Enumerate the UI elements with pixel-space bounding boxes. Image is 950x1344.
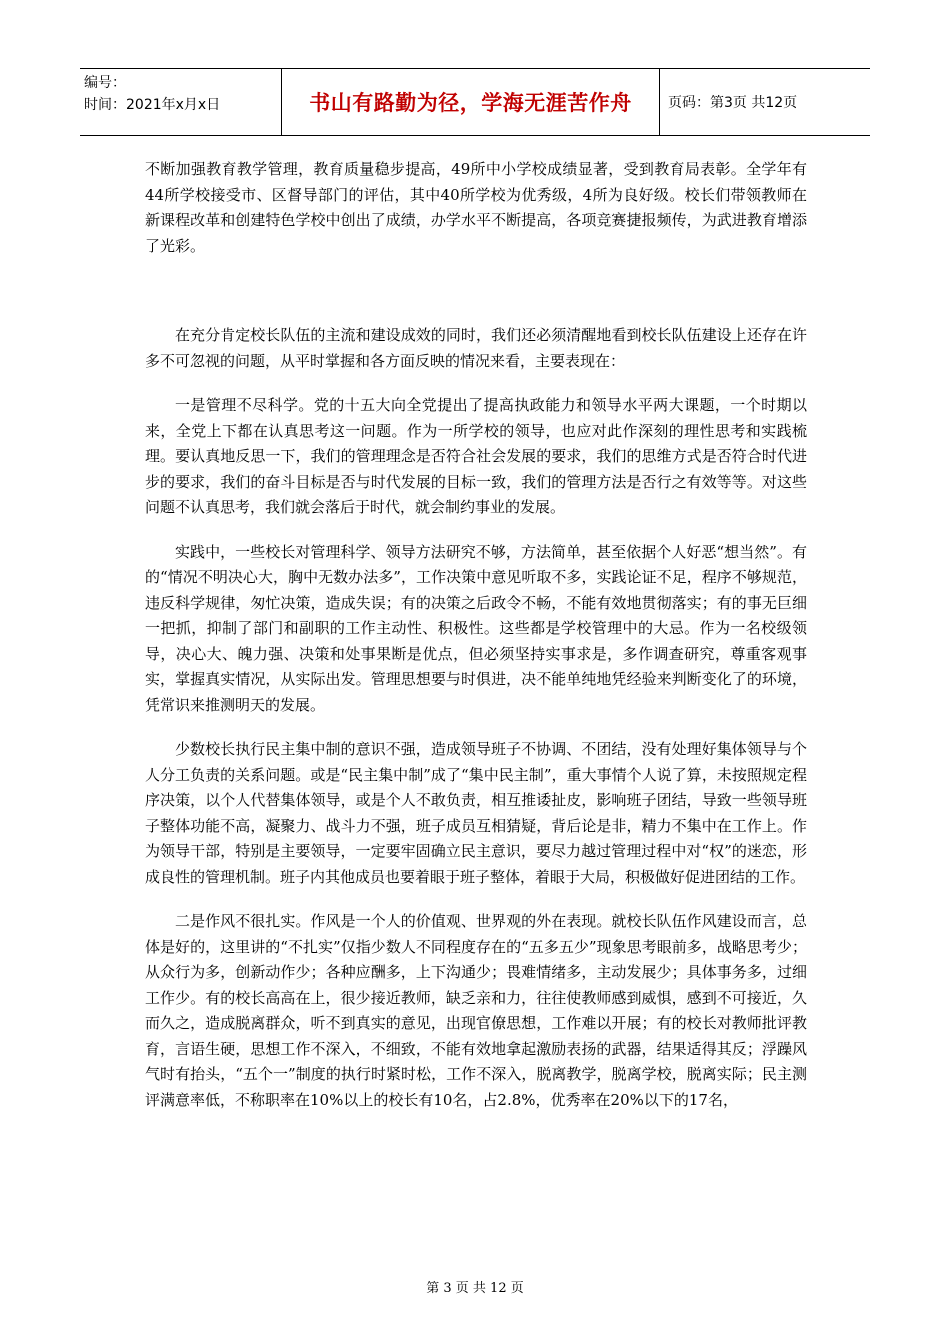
page-footer: 第 3 页 共 12 页	[426, 1281, 524, 1296]
document-number-label: 编号：	[84, 75, 126, 91]
document-date-label: 时间：2021年x月x日	[84, 97, 221, 113]
body-paragraph: 一是管理不尽科学。党的十五大向全党提出了提高执政能力和领导水平两大课题，一个时期以来，全党上下都在认真思考这一问题。作为一所学校的领导，也应对此作深刻的理性思考和实践梳理。要认真地反思一下，我们的管理理念是否符合社会发展的要求，我们的思维方式是否符合时代进步的要求，我们的奋斗目标是否与时代发展的目标一致，我们的管理方法是否行之有效等等。对这些问题不认真思考，我们就会落后于时代，就会制约事业的发展。	[145, 396, 807, 516]
body-paragraph: 实践中，一些校长对管理科学、领导方法研究不够，方法简单，甚至依据个人好恶“想当然”。有的“情况不明决心大，胸中无数办法多”，工作决策中意见听取不多，实践论证不足，程序不够规范，违反科学规律，匆忙决策，造成失误；有的决策之后政令不畅，不能有效地贯彻落实；有的事无巨细一把抓，抑制了部门和副职的工作主动性、积极性。这些都是学校管理中的大忌。作为一名校级领导，决心大、魄力强、决策和处事果断是优点，但必须坚持实事求是，多作调查研究，尊重客观事实，掌握真实情况，从实际出发。管理思想要与时俱进，决不能单纯地凭经验来判断变化了的环境，凭常识来推测明天的发展。	[145, 542, 807, 714]
body-paragraph: 二是作风不很扎实。作风是一个人的价值观、世界观的外在表现。就校长队伍作风建设而言，总体是好的，这里讲的“不扎实”仅指少数人不同程度存在的“五多五少”现象思考眼前多，战略思考少；从众行为多，创新动作少；各种应酬多，上下沟通少；畏难情绪多，主动发展少；具体事务多，过细工作少。有的校长高高在上，很少接近教师，缺乏亲和力，往往使教师感到威惧，感到不可接近，久而久之，造成脱离群众，听不到真实的意见，出现官僚思想，工作难以开展；有的校长对教师批评教育，言语生硬，思想工作不深入，不细致，不能有效地拿起激励表扬的武器，结果适得其反；浮躁风气时有抬头，“五个一”制度的执行时紧时松，工作不深入，脱离教学，脱离学校，脱离实际；民主测评满意率低，不称职率在10%以上的校长有10名，占2.8%，优秀率在20%以下的17名，	[145, 912, 807, 1109]
header-motto: 书山有路勤为径，学海无涯苦作舟	[282, 69, 660, 135]
header-meta	[80, 69, 282, 135]
body-paragraph: 少数校长执行民主集中制的意识不强，造成领导班子不协调、不团结，没有处理好集体领导与个人分工负责的关系问题。或是“民主集中制”成了“集中民主制”，重大事情个人说了算，未按照规定程序决策，以个人代替集体领导，或是个人不敢负责，相互推诿扯皮，影响班子团结，导致一些领导班子整体功能不高，凝聚力、战斗力不强，班子成员互相猜疑，背后论是非，精力不集中在工作上。作为领导干部，特别是主要领导，一定要牢固确立民主意识，要尽力越过管理过程中对“权”的迷恋，形成良性的管理机制。班子内其他成员也要着眼于班子整体，着眼于大局，积极做好促进团结的工作。	[145, 740, 807, 886]
page-header	[80, 68, 870, 136]
body-paragraph: 不断加强教育教学管理，教育质量稳步提高，49所中小学校成绩显著，受到教育局表彰。全学年有44所学校接受市、区督导部门的评估，其中40所学校为优秀级，4所为良好级。校长们带领教师在新课程改革和创建特色学校中创出了成绩，办学水平不断提高，各项竞赛捷报频传，为武进教育增添了光彩。	[145, 160, 807, 255]
body-paragraph: 在充分肯定校长队伍的主流和建设成效的同时，我们还必须清醒地看到校长队伍建设上还存在许多不可忽视的问题，从平时掌握和各方面反映的情况来看，主要表现在：	[145, 326, 807, 370]
header-page-number: 页码：第3页 共12页	[668, 95, 798, 111]
document-body	[145, 157, 807, 1132]
